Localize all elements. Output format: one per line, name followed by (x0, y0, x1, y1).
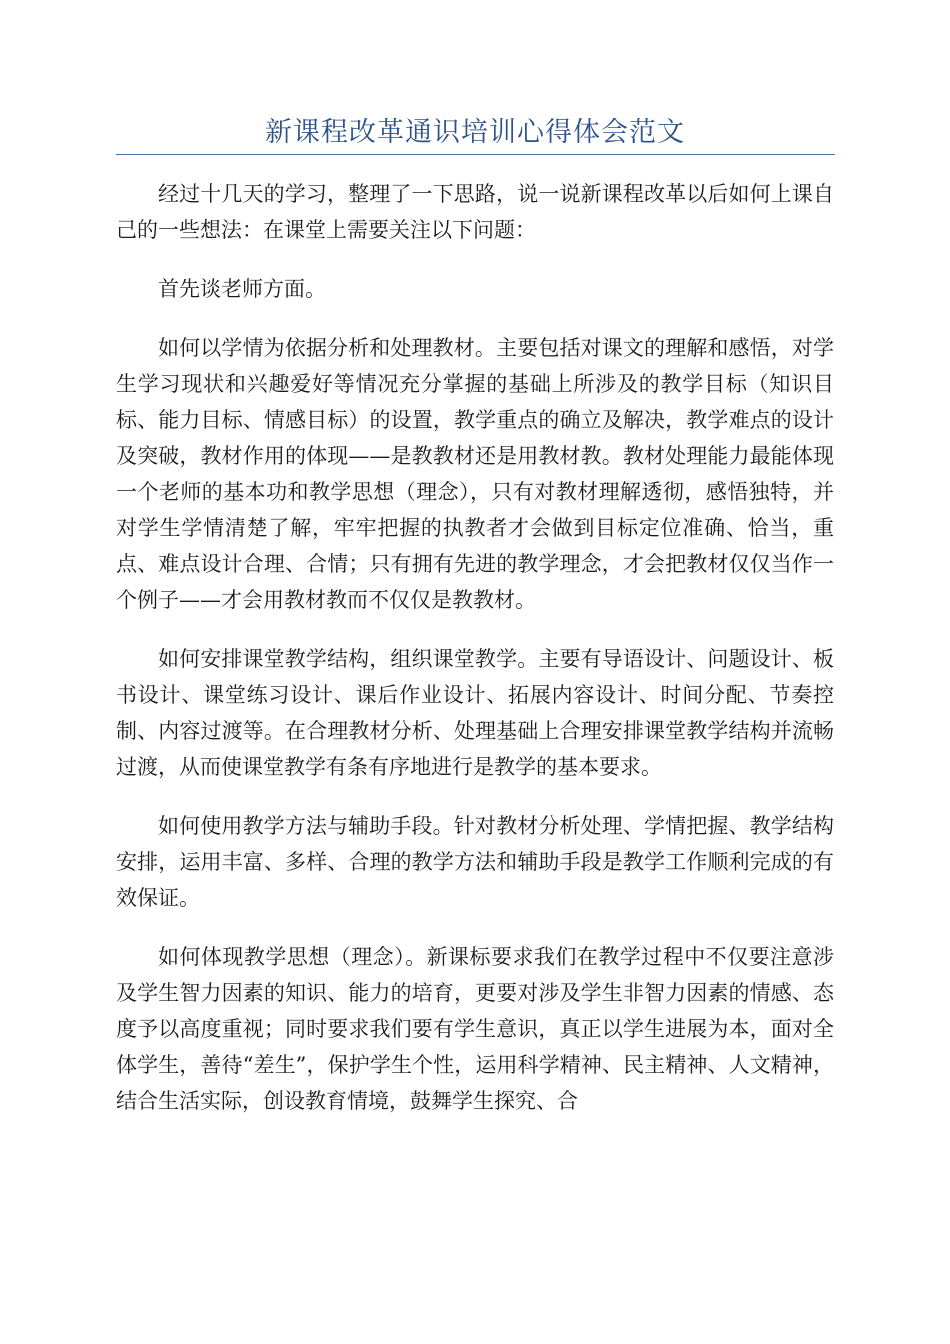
title-underline (116, 154, 835, 155)
paragraph-teacher-heading: 首先谈老师方面。 (158, 277, 326, 301)
paragraph-textbook-analysis: 如何以学情为依据分析和处理教材。主要包括对课文的理解和感悟，对学生学习现状和兴趣爱好等情况充分掌握的基础上所涉及的教学目标（知识目标、能力目标、情感目标）的设置，教学重点的确立及解决，教学难点的设计及突破，教材作用的体现——是教教材还是用教材教。教材处理能力最能体现一个老师的基本功和教学思想（理念），只有对教材理解透彻，感悟独特，并对学生学情清楚了解，牢牢把握的执教者才会做到目标定位准确、恰当，重点、难点设计合理、合情；只有拥有先进的教学理念，才会把教材仅仅当作一个例子——才会用教材教而不仅仅是教教材。 (116, 336, 834, 612)
paragraph-teaching-philosophy: 如何体现教学思想（理念）。新课标要求我们在教学过程中不仅要注意涉及学生智力因素的知识、能力的培育，更要对涉及学生非智力因素的情感、态度予以高度重视；同时要求我们要有学生意识，真正以学生进展为本，面对全体学生，善待“差生”，保护学生个性，运用科学精神、民主精神、人文精神，结合生活实际，创设教育情境，鼓舞学生探究、合 (116, 945, 834, 1113)
document-body (116, 176, 834, 1142)
paragraph-intro: 经过十几天的学习，整理了一下思路，说一说新课程改革以后如何上课自己的一些想法：在课堂上需要关注以下问题： (116, 182, 834, 242)
paragraph-class-structure: 如何安排课堂教学结构，组织课堂教学。主要有导语设计、问题设计、板书设计、课堂练习设计、课后作业设计、拓展内容设计、时间分配、节奏控制、内容过渡等。在合理教材分析、处理基础上合理安排课堂教学结构并流畅过渡，从而使课堂教学有条有序地进行是教学的基本要求。 (116, 647, 834, 779)
page-title: 新课程改革通识培训心得体会范文 (265, 117, 685, 148)
paragraph-teaching-methods: 如何使用教学方法与辅助手段。针对教材分析处理、学情把握、教学结构安排，运用丰富、多样、合理的教学方法和辅助手段是教学工作顺利完成的有效保证。 (116, 814, 834, 910)
